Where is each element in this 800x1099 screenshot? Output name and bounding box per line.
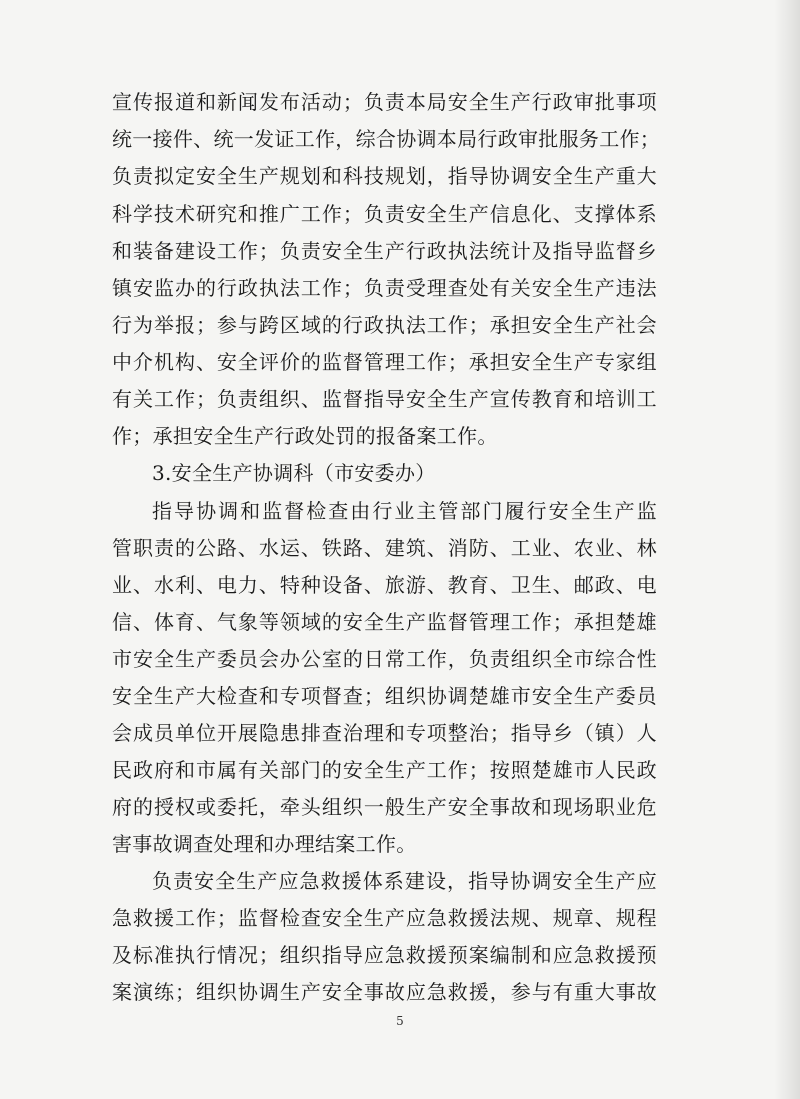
text-line: 害事故调查处理和办理结案工作。: [112, 832, 417, 856]
text-line: 行为举报；参与跨区域的行政执法工作；承担安全生产社会: [112, 313, 657, 337]
text-line: 中介机构、安全评价的监督管理工作；承担安全生产专家组: [112, 350, 657, 374]
text-line: 市安全生产委员会办公室的日常工作，负责组织全市综合性: [112, 647, 657, 671]
text-line: 业、水利、电力、特种设备、旅游、教育、卫生、邮政、电: [112, 573, 657, 597]
text-line: 及标准执行情况；组织指导应急救援预案编制和应急救援预: [112, 943, 657, 967]
text-line: 管职责的公路、水运、铁路、建筑、消防、工业、农业、林: [112, 536, 657, 560]
text-line: 安全生产大检查和专项督查；组织协调楚雄市安全生产委员: [112, 684, 657, 708]
text-line: 指导协调和监督检查由行业主管部门履行安全生产监: [152, 499, 657, 523]
text-line: 和装备建设工作；负责安全生产行政执法统计及指导监督乡: [112, 239, 657, 263]
text-line: 急救援工作；监督检查安全生产应急救援法规、规章、规程: [112, 906, 657, 930]
text-line: 作；承担安全生产行政处罚的报备案工作。: [112, 424, 498, 448]
text-line: 会成员单位开展隐患排查治理和专项整治；指导乡（镇）人: [112, 721, 657, 745]
text-line: 信、体育、气象等领域的安全生产监督管理工作；承担楚雄: [112, 610, 657, 634]
text-line: 宣传报道和新闻发布活动；负责本局安全生产行政审批事项: [112, 90, 657, 114]
section-heading: 3.安全生产协调科（市安委办）: [152, 461, 436, 485]
text-line: 有关工作；负责组织、监督指导安全生产宣传教育和培训工: [112, 387, 657, 411]
page-number: 5: [396, 1014, 404, 1028]
text-line: 统一接件、统一发证工作，综合协调本局行政审批服务工作；: [112, 127, 661, 151]
text-line: 负责拟定安全生产规划和科技规划，指导协调安全生产重大: [112, 164, 657, 188]
text-line: 科学技术研究和推广工作；负责安全生产信息化、支撑体系: [112, 202, 657, 226]
text-line: 负责安全生产应急救援体系建设，指导协调安全生产应: [152, 869, 657, 893]
text-line: 府的授权或委托，牵头组织一般生产安全事故和现场职业危: [112, 795, 657, 819]
page-edge-shadow: [774, 0, 800, 1099]
text-line: 镇安监办的行政执法工作；负责受理查处有关安全生产违法: [112, 276, 657, 300]
text-line: 民政府和市属有关部门的安全生产工作；按照楚雄市人民政: [112, 758, 657, 782]
text-line: 案演练；组织协调生产安全事故应急救援，参与有重大事故: [112, 980, 657, 1004]
